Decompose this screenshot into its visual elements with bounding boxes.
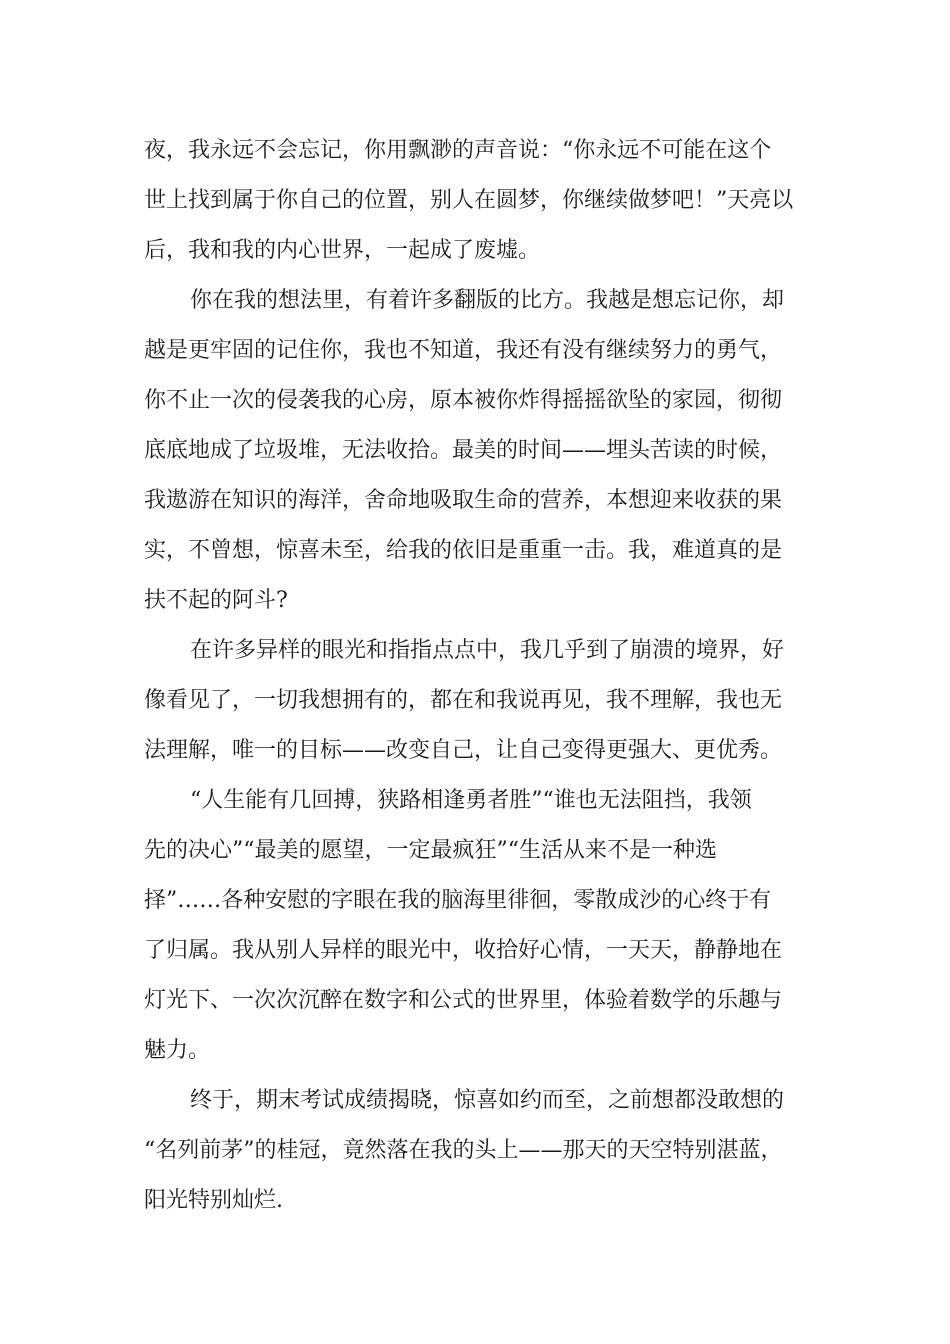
text-line: “名列前茅”的桂冠，竟然落在我的头上——那天的天空特别湛蓝， bbox=[144, 1138, 783, 1163]
text-line: 法理解，唯一的目标——改变自己，让自己变得更强大、更优秀。 bbox=[144, 738, 783, 763]
text-line: 灯光下、一次次沉醉在数字和公式的世界里，体验着数学的乐趣与 bbox=[144, 988, 783, 1013]
text-line: 像看见了，一切我想拥有的，都在和我说再见，我不理解，我也无 bbox=[144, 688, 783, 713]
text-line: 先的决心”“最美的愿望，一定最疯狂”“生活从来不是一种选 bbox=[144, 838, 717, 863]
text-line: 择”……各种安慰的字眼在我的脑海里徘徊，零散成沙的心终于有 bbox=[144, 888, 772, 913]
text-line: 后，我和我的内心世界，一起成了废墟。 bbox=[144, 238, 541, 263]
text-line: 魅力。 bbox=[144, 1038, 211, 1063]
text-line: 了归属。我从别人异样的眼光中，收拾好心情，一天天，静静地在 bbox=[144, 938, 783, 963]
text-line: 世上找到属于你自己的位置，别人在圆梦，你继续做梦吧！”天亮以 bbox=[144, 188, 794, 213]
text-line: 扶不起的阿斗? bbox=[144, 588, 288, 613]
paragraph-first-line: “人生能有几回搏，狭路相逢勇者胜”“谁也无法阻挡，我领 bbox=[190, 788, 752, 813]
paragraph-first-line: 终于，期末考试成绩揭晓，惊喜如约而至，之前想都没敢想的 bbox=[190, 1088, 785, 1113]
text-line: 你不止一次的侵袭我的心房，原本被你炸得摇摇欲坠的家园，彻彻 bbox=[144, 388, 783, 413]
text-line: 我遨游在知识的海洋，舍命地吸取生命的营养，本想迎来收获的果 bbox=[144, 488, 783, 513]
text-line: 越是更牢固的记住你，我也不知道，我还有没有继续努力的勇气， bbox=[144, 338, 783, 363]
text-line: 夜，我永远不会忘记，你用飘渺的声音说：“你永远不可能在这个 bbox=[144, 138, 772, 163]
text-line: 实，不曾想，惊喜未至，给我的依旧是重重一击。我，难道真的是 bbox=[144, 538, 783, 563]
paragraph-first-line: 你在我的想法里，有着许多翻版的比方。我越是想忘记你，却 bbox=[190, 288, 785, 313]
text-line: 底底地成了垃圾堆，无法收拾。最美的时间——埋头苦读的时候， bbox=[144, 438, 783, 463]
paragraph-first-line: 在许多异样的眼光和指指点点中，我几乎到了崩溃的境界，好 bbox=[190, 638, 785, 663]
body-text bbox=[144, 126, 824, 1226]
text-line: 阳光特别灿烂. bbox=[144, 1188, 283, 1213]
